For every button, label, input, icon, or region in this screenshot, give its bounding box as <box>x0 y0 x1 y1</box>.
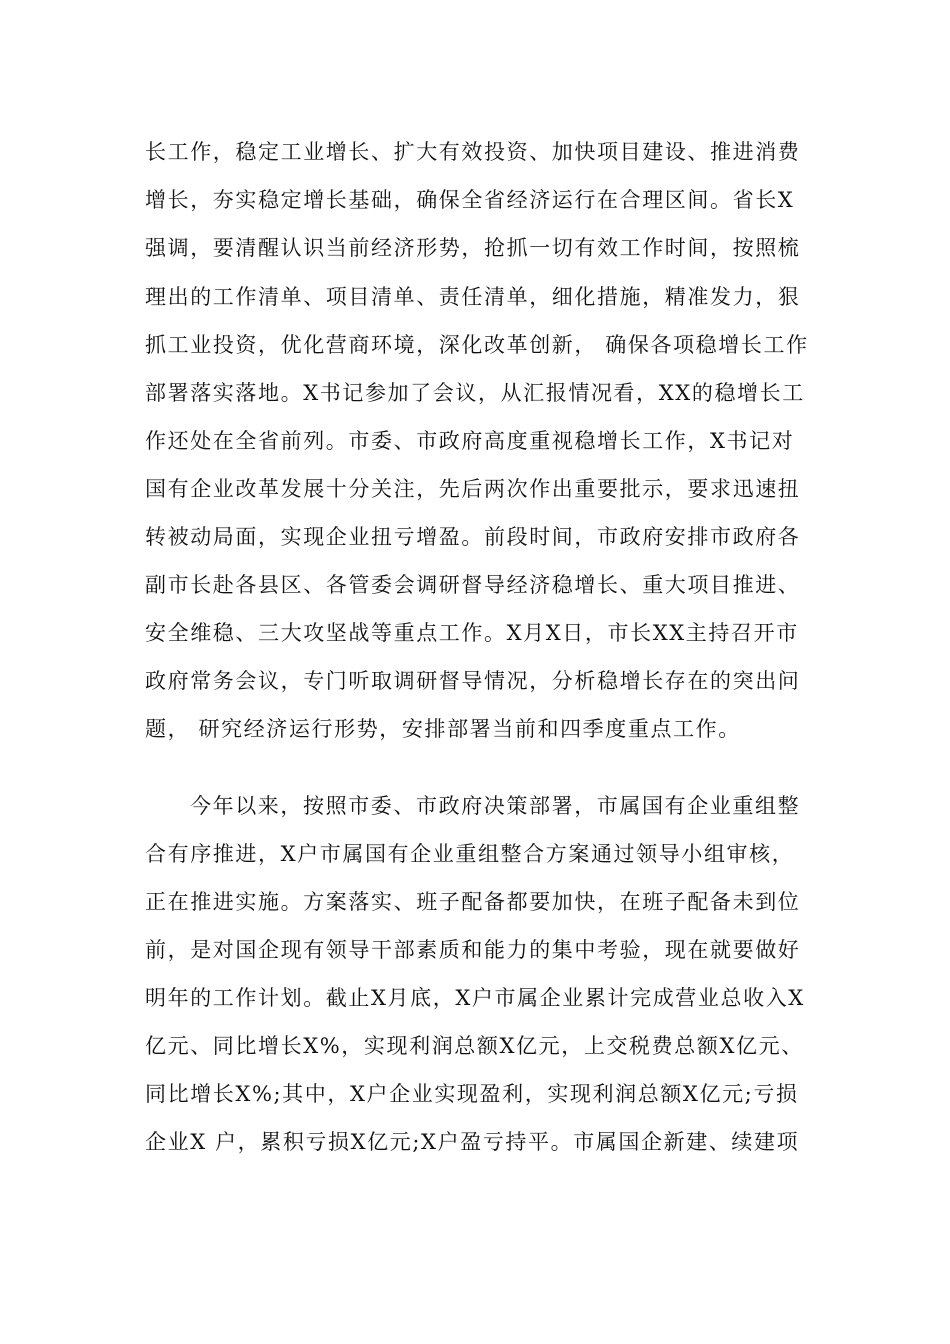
text-line: 明年的工作计划。截止X月底，X户市属企业累计完成营业总收入X <box>145 986 805 1010</box>
text-line: 亿元、同比增长X%，实现利润总额X亿元，上交税费总额X亿元、 <box>145 1034 804 1058</box>
text-line: 前，是对国企现有领导干部素质和能力的集中考验，现在就要做好 <box>145 938 801 962</box>
text-line: 同比增长X%;其中，X户企业实现盈利，实现利润总额X亿元;亏损 <box>145 1082 799 1106</box>
text-line: 安全维稳、三大攻坚战等重点工作。X月X日，市长XX主持召开市 <box>145 621 799 645</box>
text-line: 长工作，稳定工业增长、扩大有效投资、加快项目建设、推进消费 <box>145 140 801 164</box>
text-line: 题， 研究经济运行形势，安排部署当前和四季度重点工作。 <box>145 717 741 741</box>
text-line: 政府常务会议，专门听取调研督导情况，分析稳增长存在的突出问 <box>145 669 801 693</box>
text-line: 抓工业投资，优化营商环境，深化改革创新， 确保各项稳增长工作 <box>145 333 809 357</box>
text-line: 强调，要清醒认识当前经济形势，抢抓一切有效工作时间，按照梳 <box>145 236 801 260</box>
text-line: 正在推进实施。方案落实、班子配备都要加快，在班子配备未到位 <box>145 890 801 914</box>
text-line: 增长，夯实稳定增长基础，确保全省经济运行在合理区间。省长X <box>145 188 795 212</box>
text-line: 理出的工作清单、项目清单、责任清单，细化措施，精准发力，狠 <box>145 285 801 309</box>
text-line: 转被动局面，实现企业扭亏增盈。前段时间，市政府安排市政府各 <box>145 525 801 549</box>
text-line: 合有序推进，X户市属国有企业重组整合方案通过领导小组审核， <box>145 842 795 866</box>
text-line: 作还处在全省前列。市委、市政府高度重视稳增长工作，X书记对 <box>145 429 795 453</box>
text-line: 国有企业改革发展十分关注，先后两次作出重要批示，要求迅速扭 <box>145 477 801 501</box>
text-line: 企业X 户，累积亏损X亿元;X户盈亏持平。市属国企新建、续建项 <box>145 1130 800 1154</box>
text-line: 今年以来，按照市委、市政府决策部署，市属国有企业重组整 <box>190 794 801 818</box>
text-line: 副市长赴各县区、各管委会调研督导经济稳增长、重大项目推进、 <box>145 573 801 597</box>
text-line: 部署落实落地。X书记参加了会议，从汇报情况看，XX的稳增长工 <box>145 381 805 405</box>
